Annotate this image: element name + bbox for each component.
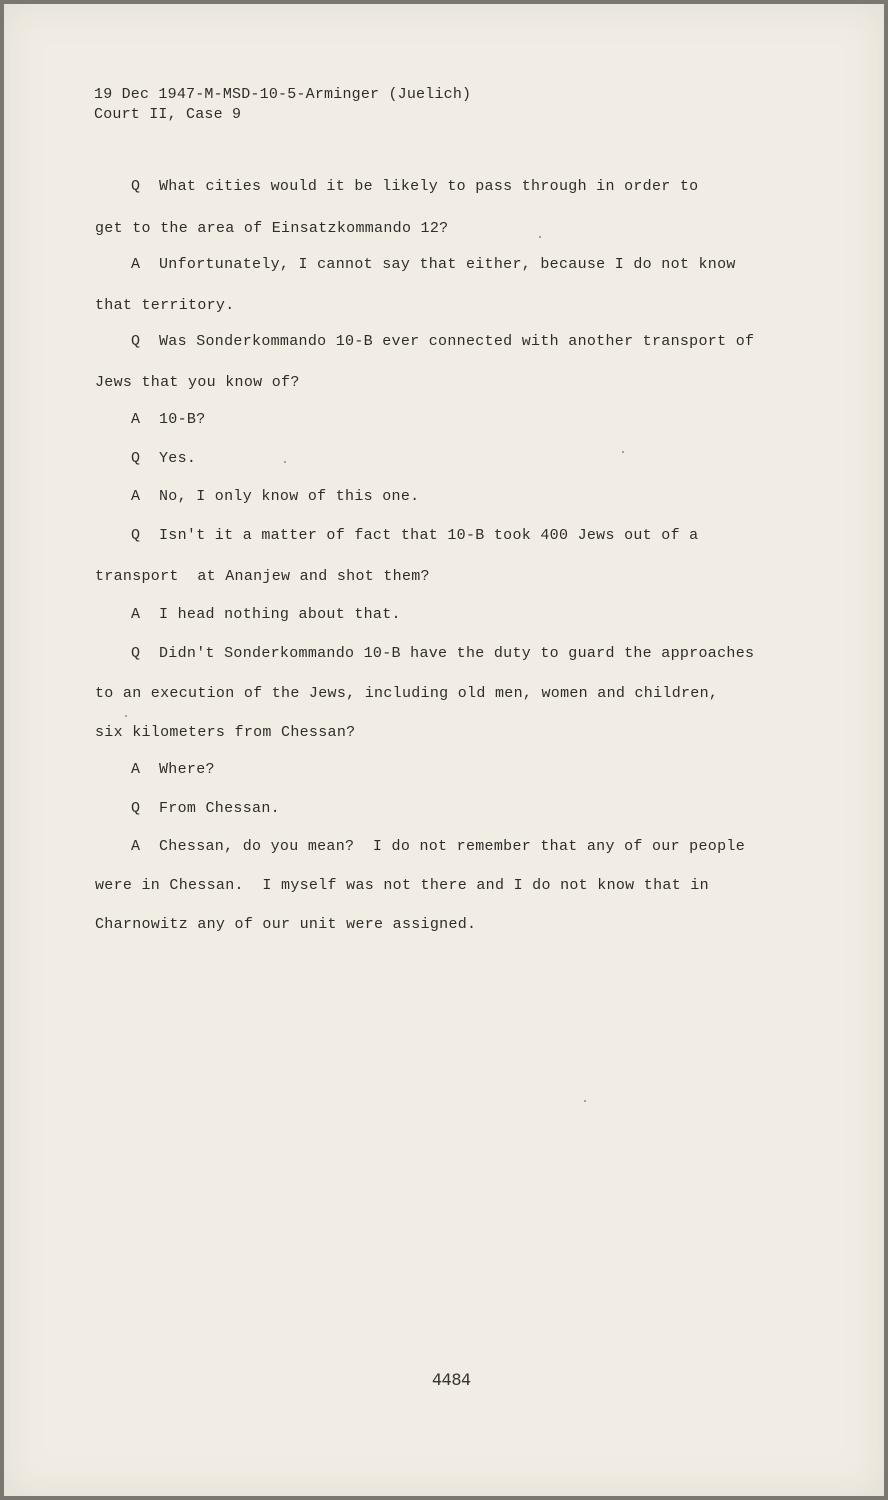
line-text: Where? [159,761,215,778]
document-header-date-reference: 19 Dec 1947-M-MSD-10-5-Arminger (Juelich) [94,86,472,103]
speaker-label: A [131,488,141,505]
line-text: Isn't it a matter of fact that 10-B took 400 Jews out of a [159,527,699,544]
page-number: 4484 [432,1370,471,1389]
line-text: that territory. [95,297,235,314]
speaker-label: Q [131,645,141,662]
transcript-line [131,411,206,428]
transcript-line [131,178,698,195]
line-text: get to the area of Einsatzkommando 12? [95,220,449,237]
transcript-line [95,220,448,237]
speaker-label: A [131,606,141,623]
line-text: to an execution of the Jews, including old men, women and children, [95,685,719,702]
transcript-line [95,568,430,585]
line-text: What cities would it be likely to pass through in order to [159,178,699,195]
line-text: transport at Ananjew and shot them? [95,568,430,585]
paper-speck [539,236,541,238]
line-text: Was Sonderkommando 10-B ever connected with another transport of [159,333,755,350]
transcript-line [95,685,718,702]
speaker-label: A [131,838,141,855]
speaker-label: Q [131,527,141,544]
line-text: six kilometers from Chessan? [95,724,356,741]
transcript-line [131,527,698,544]
transcript-line [131,606,401,623]
paper-speck [622,451,624,453]
line-text: I head nothing about that. [159,606,401,623]
transcript-line [131,800,280,817]
transcript-line [95,916,476,933]
transcript-line [131,838,745,855]
transcript-line [95,297,235,314]
line-text: Yes. [159,450,197,467]
line-text: were in Chessan. I myself was not there and I do not know that in [95,877,709,894]
transcript-line [131,256,736,273]
transcript-line [131,333,754,350]
speaker-label: A [131,411,141,428]
line-text: From Chessan. [159,800,280,817]
transcript-line [131,645,754,662]
line-text: Didn't Sonderkommando 10-B have the duty to guard the approaches [159,645,755,662]
transcript-line [131,450,196,467]
paper-speck [284,461,286,463]
line-text: Chessan, do you mean? I do not remember that any of our people [159,838,745,855]
line-text: Charnowitz any of our unit were assigned. [95,916,477,933]
paper-speck [125,715,127,717]
document-header-court-case: Court II, Case 9 [94,106,242,123]
transcript-line [95,724,355,741]
speaker-label: A [131,761,141,778]
transcript-line [95,877,709,894]
speaker-label: Q [131,333,141,350]
line-text: Unfortunately, I cannot say that either, because I do not know [159,256,736,273]
speaker-label: Q [131,800,141,817]
transcript-line [131,761,215,778]
transcript-line [95,374,300,391]
paper-speck [584,1100,586,1102]
line-text: 10-B? [159,411,206,428]
speaker-label: Q [131,450,141,467]
transcript-line [131,488,419,505]
line-text: Jews that you know of? [95,374,300,391]
speaker-label: A [131,256,141,273]
line-text: No, I only know of this one. [159,488,420,505]
document-page [4,4,884,1496]
speaker-label: Q [131,178,141,195]
